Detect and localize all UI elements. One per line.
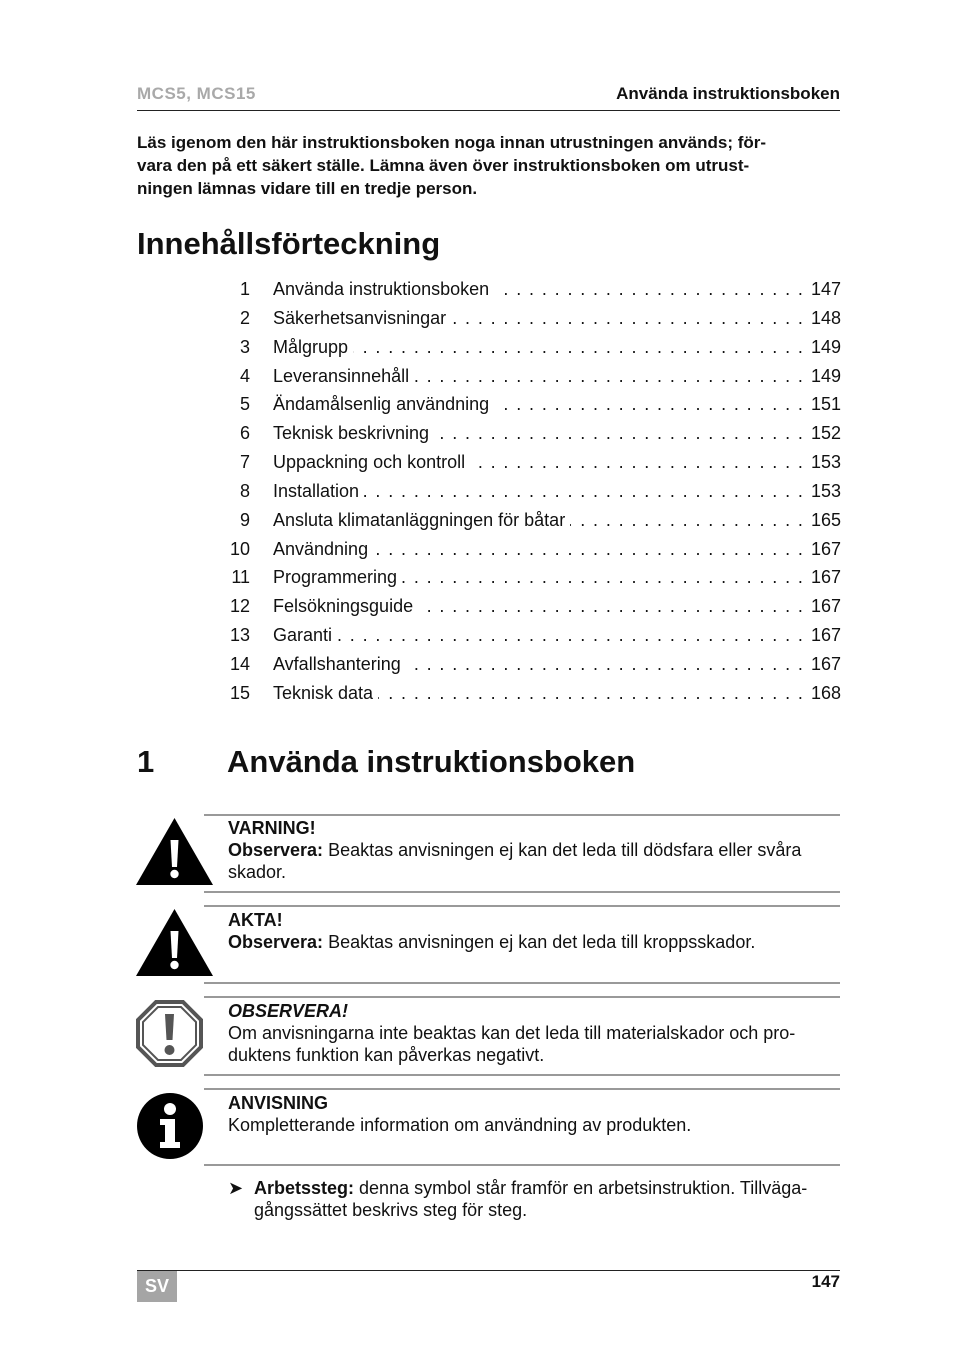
toc-entry-title: Uppackning och kontroll <box>273 452 470 472</box>
toc-entry-leader <box>273 507 805 533</box>
table-of-contents <box>218 276 841 709</box>
note-body: Beaktas anvisningen ej kan det leda till kroppsskador. <box>323 932 756 952</box>
toc-entry-page: 167 <box>810 596 841 617</box>
toc-entry-leader <box>273 305 805 331</box>
toc-entry-page: 153 <box>810 452 841 473</box>
toc-entry-leader <box>273 593 805 619</box>
divider <box>204 1164 840 1166</box>
toc-entry <box>218 622 841 651</box>
toc-entry <box>218 478 841 507</box>
step-text: denna symbol står framför en arbetsinstruktion. Tillväga- <box>354 1178 808 1198</box>
intro-line: vara den på ett säkert ställe. Lämna även över instruktionsboken om utrust- <box>137 156 750 175</box>
toc-entry-number: 3 <box>239 336 250 357</box>
toc-entry-title: Leveransinnehåll <box>273 366 414 386</box>
toc-entry <box>218 449 841 478</box>
toc-entry-number: 8 <box>239 480 250 501</box>
toc-entry-number: 10 <box>229 538 250 559</box>
toc-entry-page: 152 <box>810 423 841 444</box>
toc-entry-page: 167 <box>810 625 841 646</box>
toc-entry <box>218 564 841 593</box>
toc-entry-leader <box>273 449 805 475</box>
toc-entry-page: 149 <box>810 365 841 386</box>
toc-entry-number: 4 <box>239 365 250 386</box>
toc-entry-leader <box>273 276 805 302</box>
toc-entry-title: Programmering <box>273 567 402 587</box>
caution-note <box>228 909 840 953</box>
toc-entry-title: Teknisk data <box>273 683 378 703</box>
section-title: Använda instruktionsboken <box>227 744 636 779</box>
toc-heading: Innehållsförteckning <box>137 226 441 261</box>
toc-entry-page: 153 <box>810 480 841 501</box>
toc-entry-page: 151 <box>810 394 841 415</box>
note-body: skador. <box>228 862 287 882</box>
toc-entry-page: 149 <box>810 336 841 357</box>
toc-entry-number: 7 <box>239 452 250 473</box>
note-body: Kompletterande information om användning av produkten. <box>228 1115 692 1135</box>
toc-entry-title: Garanti <box>273 625 337 645</box>
octagon-exclamation-icon <box>136 1000 203 1067</box>
toc-entry-leader <box>273 363 805 389</box>
step-label: Arbetssteg: <box>254 1178 355 1198</box>
toc-entry-leader <box>273 680 805 706</box>
toc-entry <box>218 420 841 449</box>
toc-entry-title: Felsökningsguide <box>273 596 418 616</box>
notice-note <box>228 1000 840 1066</box>
divider <box>204 996 840 998</box>
toc-entry-leader <box>273 536 805 562</box>
toc-entry <box>218 536 841 565</box>
note-body: Beaktas anvisningen ej kan det leda till dödsfara eller svåra <box>323 840 802 860</box>
note-body: duktens funktion kan påverkas negativt. <box>228 1045 545 1065</box>
info-note <box>228 1092 840 1136</box>
toc-entry-number: 13 <box>229 625 250 646</box>
toc-entry-number: 9 <box>239 509 250 530</box>
info-circle-icon <box>136 1092 204 1160</box>
toc-entry-number: 12 <box>229 596 250 617</box>
header-model: MCS5, MCS15 <box>137 84 256 103</box>
toc-entry <box>218 276 841 305</box>
divider <box>204 1088 840 1090</box>
page-number: 147 <box>811 1272 840 1291</box>
divider <box>204 905 840 907</box>
toc-entry-page: 168 <box>810 682 841 703</box>
toc-entry-title: Användning <box>273 539 373 559</box>
toc-entry-page: 165 <box>810 509 841 530</box>
warning-triangle-icon <box>136 909 213 976</box>
step-text: gångssättet beskrivs steg för steg. <box>254 1200 528 1220</box>
toc-entry-number: 11 <box>231 567 250 588</box>
toc-entry-number: 5 <box>239 394 250 415</box>
toc-entry-leader <box>273 622 805 648</box>
note-heading: ANVISNING <box>228 1093 329 1113</box>
note-heading: VARNING! <box>228 818 316 838</box>
toc-entry-leader <box>273 391 805 417</box>
toc-entry-title: Avfallshantering <box>273 654 406 674</box>
divider <box>204 891 840 893</box>
toc-entry-page: 148 <box>810 307 841 328</box>
toc-entry-title: Säkerhetsanvisningar <box>273 308 451 328</box>
footer-rule <box>137 1270 840 1271</box>
header-section: Använda instruktionsboken <box>616 84 840 103</box>
warning-note <box>228 817 840 883</box>
toc-entry <box>218 334 841 363</box>
toc-entry-leader <box>273 564 805 590</box>
divider <box>204 1074 840 1076</box>
toc-entry <box>218 363 841 392</box>
toc-entry-leader <box>273 478 805 504</box>
toc-entry <box>218 305 841 334</box>
toc-entry-leader <box>273 334 805 360</box>
toc-entry-leader <box>273 420 805 446</box>
toc-entry-page: 167 <box>810 653 841 674</box>
note-heading: OBSERVERA! <box>228 1001 349 1021</box>
toc-entry-title: Teknisk beskrivning <box>273 423 434 443</box>
divider <box>204 982 840 984</box>
note-heading: AKTA! <box>228 910 283 930</box>
intro-line: Läs igenom den här instruktionsboken noga innan utrustningen används; för- <box>137 133 767 152</box>
toc-entry-page: 167 <box>810 538 841 559</box>
toc-entry-leader <box>273 651 805 677</box>
toc-entry-title: Målgrupp <box>273 337 353 357</box>
intro-line: ningen lämnas vidare till en tredje person. <box>137 179 478 198</box>
toc-entry-page: 147 <box>810 279 841 299</box>
toc-entry-page: 167 <box>810 567 841 588</box>
language-badge: SV <box>137 1271 177 1302</box>
toc-entry <box>218 391 841 420</box>
toc-entry <box>218 507 841 536</box>
page-header <box>137 84 840 111</box>
intro-paragraph <box>137 131 841 200</box>
toc-entry-number: 1 <box>239 279 250 299</box>
note-label: Observera: <box>228 840 324 860</box>
section-number: 1 <box>137 744 155 779</box>
arrow-icon: ➤ <box>228 1178 244 1198</box>
toc-entry-title: Använda instruktionsboken <box>273 279 494 299</box>
toc-entry-title: Ändamålsenlig användning <box>273 394 494 414</box>
note-body: Om anvisningarna inte beaktas kan det leda till materialskador och pro- <box>228 1023 796 1043</box>
toc-entry-number: 2 <box>239 307 250 328</box>
toc-entry <box>218 593 841 622</box>
toc-entry-title: Installation <box>273 481 364 501</box>
toc-entry <box>218 680 841 709</box>
toc-entry-title: Ansluta klimatanläggningen för båtar <box>273 510 570 530</box>
warning-triangle-icon <box>136 818 213 885</box>
toc-entry-number: 6 <box>239 423 250 444</box>
note-label: Observera: <box>228 932 324 952</box>
toc-entry-number: 14 <box>229 653 250 674</box>
toc-entry-number: 15 <box>229 682 250 703</box>
toc-entry <box>218 651 841 680</box>
divider <box>204 814 840 816</box>
